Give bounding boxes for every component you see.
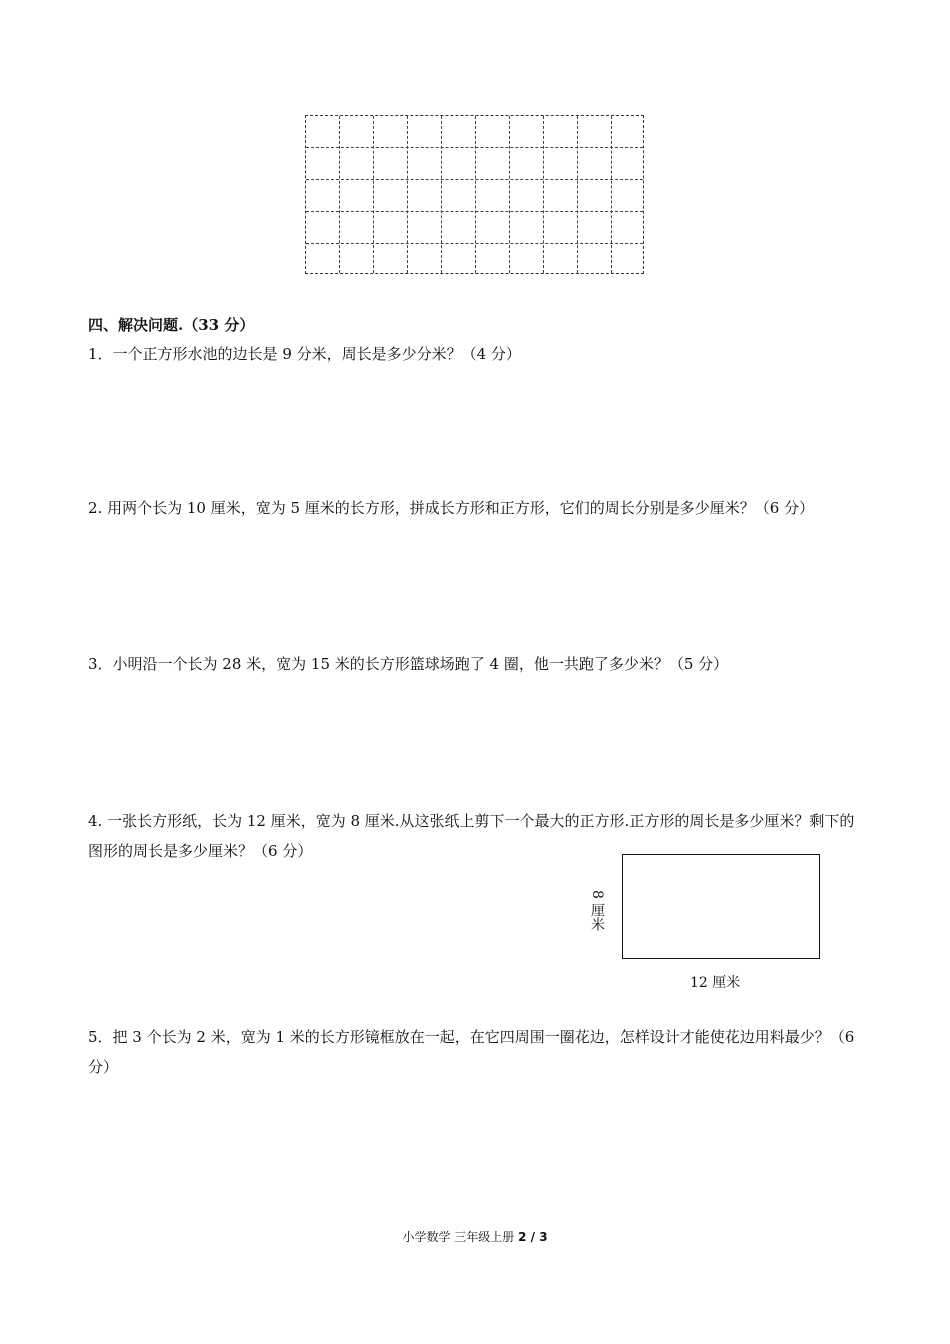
dot-grid-paper — [305, 115, 644, 274]
question-2: 2. 用两个长为 10 厘米，宽为 5 厘米的长方形，拼成长方形和正方形，它们的周长分别是多少厘米？（6 分） — [88, 499, 815, 517]
question-1: 1．一个正方形水池的边长是 9 分米，周长是多少分米？（4 分） — [88, 345, 521, 363]
footer-page-number: 2 / 3 — [518, 1230, 548, 1244]
section-heading: 四、解决问题.（33 分） — [88, 316, 255, 334]
height-label: 8 厘米 — [589, 890, 605, 932]
page-footer — [0, 1228, 950, 1245]
question-3: 3．小明沿一个长为 28 米，宽为 15 米的长方形篮球场跑了 4 圈，他一共跑了多少米？（5 分） — [88, 655, 729, 673]
question-4: 4. 一张长方形纸，长为 12 厘米，宽为 8 厘米.从这张纸上剪下一个最大的正方形.正方形的周长是多少厘米？剩下的图形的周长是多少厘米？（6 分） — [88, 812, 855, 860]
footer-subject: 小学数学 三年级上册 — [402, 1230, 515, 1244]
rectangle-figure — [622, 854, 820, 959]
width-label: 12 厘米 — [690, 975, 741, 991]
question-5: 5．把 3 个长为 2 米，宽为 1 米的长方形镜框放在一起，在它四周围一圈花边，怎样设计才能使花边用料最少？（6 分） — [88, 1028, 855, 1076]
